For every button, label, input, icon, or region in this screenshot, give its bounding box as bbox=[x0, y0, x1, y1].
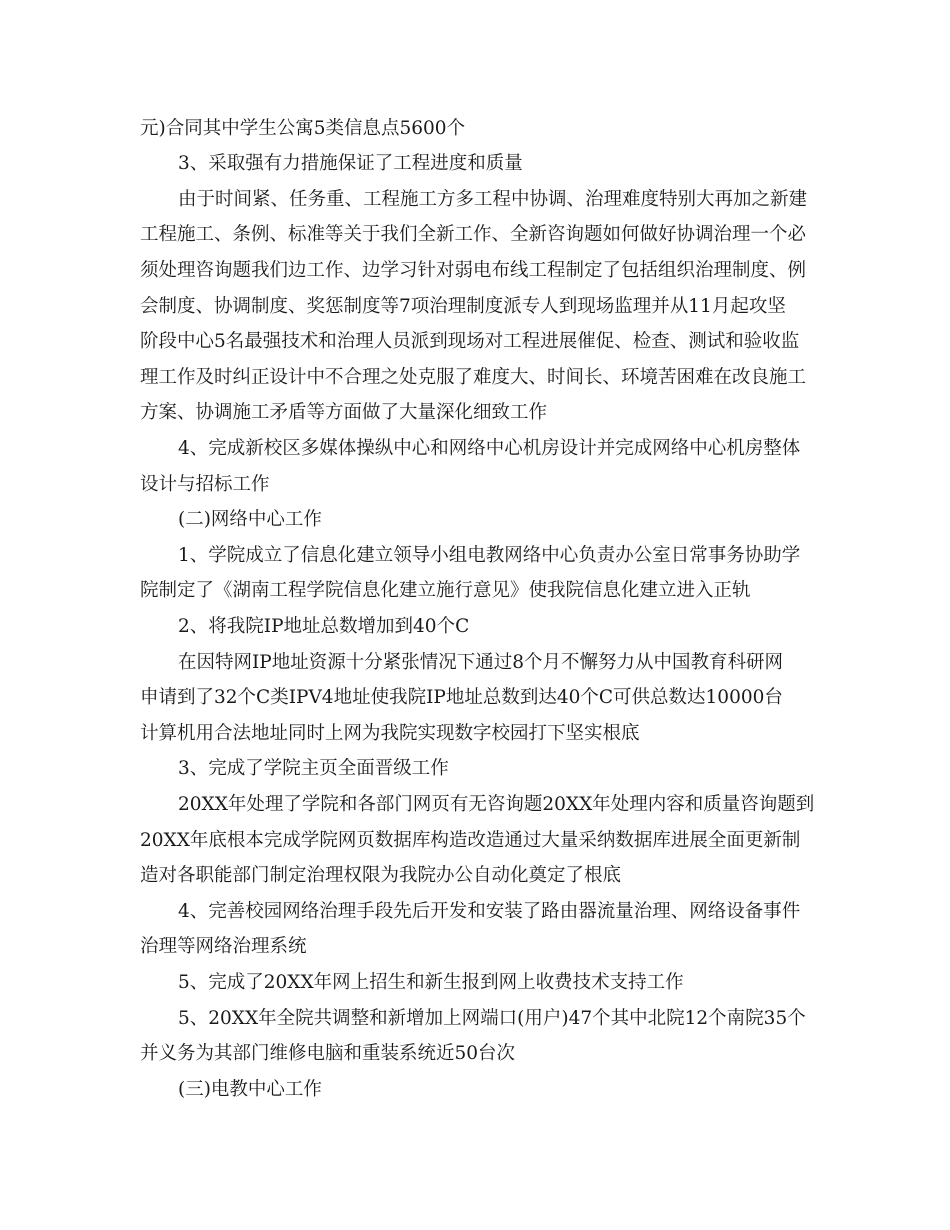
text-line-26: 5、20XX年全院共调整和新增加上网端口(用户)47个其中北院12个南院35个 bbox=[178, 1008, 806, 1029]
text-line-13: 1、学院成立了信息化建立领导小组电教网络中心负责办公室日常事务协助学 bbox=[178, 545, 801, 566]
text-line-8: 理工作及时纠正设计中不合理之处克服了难度大、时间长、环境苦困难在改良施工 bbox=[140, 367, 807, 388]
text-line-7: 阶段中心5名最强技术和治理人员派到现场对工程进展催促、检查、测试和验收监 bbox=[140, 331, 800, 352]
text-line-22: 造对各职能部门制定治理权限为我院办公自动化奠定了根底 bbox=[140, 865, 622, 886]
text-line-11: 设计与招标工作 bbox=[140, 474, 270, 495]
text-line-23: 4、完善校园网络治理手段先后开发和安装了路由器流量治理、网络设备事件 bbox=[178, 901, 801, 922]
text-line-27: 并义务为其部门维修电脑和重装系统近50台次 bbox=[140, 1043, 516, 1064]
text-line-25: 5、完成了20XX年网上招生和新生报到网上收费技术支持工作 bbox=[178, 972, 684, 993]
text-line-20: 20XX年处理了学院和各部门网页有无咨询题20XX年处理内容和质量咨询题到 bbox=[178, 794, 815, 815]
section-heading-av-center: (三)电教中心工作 bbox=[178, 1079, 322, 1100]
text-line-6: 会制度、协调制度、奖惩制度等7项治理制度派专人到现场监理并从11月起攻坚 bbox=[140, 296, 786, 317]
text-line-9: 方案、协调施工矛盾等方面做了大量深化细致工作 bbox=[140, 402, 548, 423]
text-line-1: 元)合同其中学生公寓5类信息点5600个 bbox=[140, 118, 466, 139]
text-line-15: 2、将我院IP地址总数增加到40个C bbox=[178, 616, 470, 637]
text-line-5: 须处理咨询题我们边工作、边学习针对弱电布线工程制定了包括组织治理制度、例 bbox=[140, 260, 807, 281]
text-line-2: 3、采取强有力措施保证了工程进度和质量 bbox=[178, 153, 523, 174]
text-line-24: 治理等网络治理系统 bbox=[140, 936, 307, 957]
text-line-10: 4、完成新校区多媒体操纵中心和网络中心机房设计并完成网络中心机房整体 bbox=[178, 438, 801, 459]
text-line-17: 申请到了32个C类IPV4地址使我院IP地址总数到达40个C可供总数达10000台 bbox=[140, 687, 783, 708]
text-line-14: 院制定了《湖南工程学院信息化建立施行意见》使我院信息化建立进入正轨 bbox=[140, 580, 751, 601]
text-line-4: 工程施工、条例、标准等关于我们全新工作、全新咨询题如何做好协调治理一个必 bbox=[140, 224, 807, 245]
text-line-19: 3、完成了学院主页全面晋级工作 bbox=[178, 758, 449, 779]
text-line-18: 计算机用合法地址同时上网为我院实现数字校园打下坚实根底 bbox=[140, 723, 640, 744]
text-line-3: 由于时间紧、任务重、工程施工方多工程中协调、治理难度特别大再加之新建 bbox=[178, 189, 808, 210]
text-line-16: 在因特网IP地址资源十分紧张情况下通过8个月不懈努力从中国教育科研网 bbox=[178, 652, 784, 673]
text-line-21: 20XX年底根本完成学院网页数据库构造改造通过大量采纳数据库进展全面更新制 bbox=[140, 830, 801, 851]
section-heading-network: (二)网络中心工作 bbox=[178, 509, 322, 530]
